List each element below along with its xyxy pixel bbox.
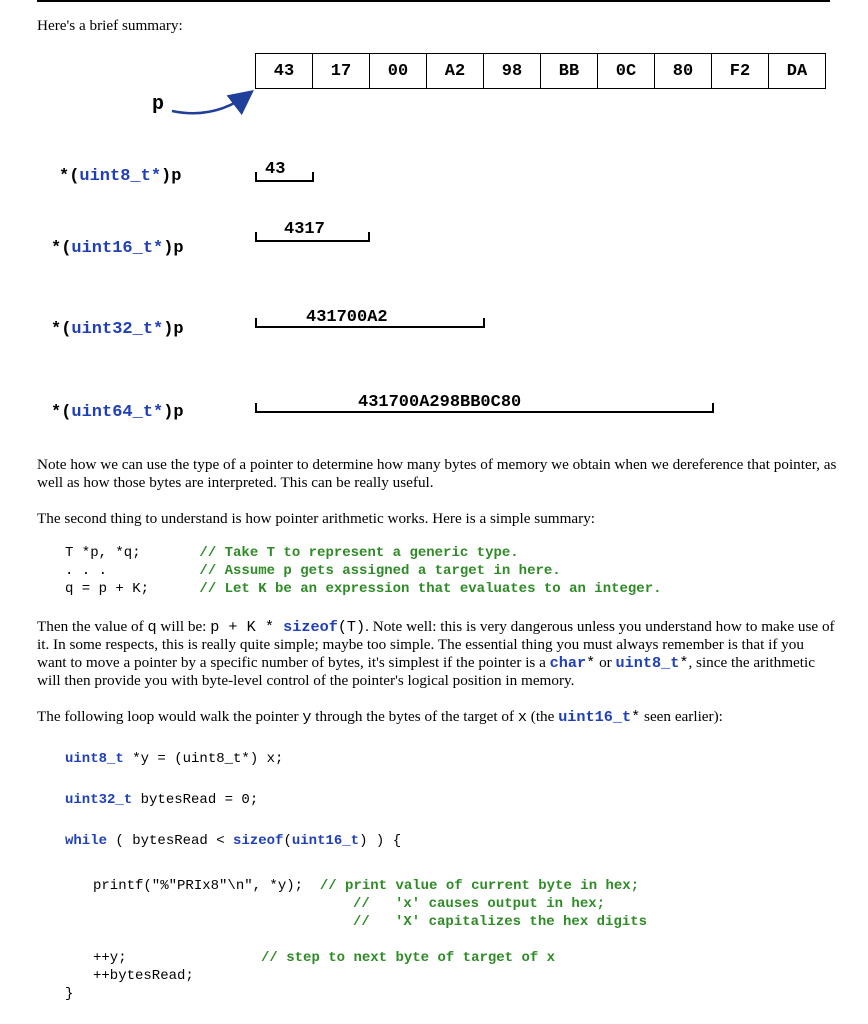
- memory-byte: 00: [370, 54, 427, 89]
- memory-byte: 17: [313, 54, 370, 89]
- loop-code-line: ++y; // step to next byte of target of x: [93, 950, 556, 966]
- memory-byte: A2: [427, 54, 484, 89]
- deref-uint8-value: 43: [265, 160, 286, 179]
- loop-paragraph: The following loop would walk the pointer y through the bytes of the target of x (the uint16_t* seen earlier):: [37, 708, 723, 726]
- deref-uint16-label: *(uint16_t*)p: [51, 239, 184, 258]
- arith-code-line: q = p + K; // Let K be an expression that evaluates to an integer.: [65, 581, 662, 597]
- deref-uint64-value: 431700A298BB0C80: [358, 393, 522, 412]
- loop-code-line: printf("%"PRIx8"\n", *y); // print value of current byte in hex;: [93, 878, 640, 894]
- memory-byte: 98: [484, 54, 541, 89]
- pointer-label: p: [152, 93, 165, 116]
- deref-uint8-label: *(uint8_t*)p: [59, 167, 182, 186]
- loop-code-line: }: [65, 986, 74, 1002]
- memory-byte: 80: [655, 54, 712, 89]
- note-paragraph: Note how we can use the type of a pointer to determine how many bytes of memory we obtain when we dereference that pointer, as well as how those bytes are interpreted. This can be really useful.: [37, 456, 837, 491]
- deref-uint16-value: 4317: [284, 220, 325, 239]
- loop-code-line: ++bytesRead;: [93, 968, 194, 984]
- loop-code-line: while ( bytesRead < sizeof(uint16_t) ) {: [65, 833, 402, 849]
- memory-byte: DA: [769, 54, 826, 89]
- loop-code-line: // 'X' capitalizes the hex digits: [353, 914, 648, 930]
- diagram-lines: [0, 0, 868, 440]
- pointer-arrow-icon: [172, 93, 250, 113]
- loop-code-line: uint8_t *y = (uint8_t*) x;: [65, 751, 284, 767]
- memory-byte: BB: [541, 54, 598, 89]
- deref-uint64-label: *(uint64_t*)p: [51, 403, 184, 422]
- deref-uint32-label: *(uint32_t*)p: [51, 320, 184, 339]
- loop-code-line: // 'x' causes output in hex;: [353, 896, 606, 912]
- then-paragraph: Then the value of q will be: p + K * sizeof(T). Note well: this is very dangerous unless you understand how to make use of it. In some respects, this is really quite simple; maybe too simple. The essential thing you must always remember is that if you want to move a pointer by a specific number of bytes, it's simplest if the pointer is a char* or uint8_t*, since the arithmetic will then provide you with byte-level control of the pointer's logical position in memory.: [37, 618, 835, 689]
- memory-byte: F2: [712, 54, 769, 89]
- arith-code-line: . . . // Assume p gets assigned a target in here.: [65, 563, 561, 579]
- memory-byte: 43: [256, 54, 313, 89]
- second-paragraph: The second thing to understand is how pointer arithmetic works. Here is a simple summary:: [37, 510, 596, 527]
- memory-byte: 0C: [598, 54, 655, 89]
- loop-code-line: uint32_t bytesRead = 0;: [65, 792, 259, 808]
- intro-text: Here's a brief summary:: [37, 17, 183, 34]
- arith-code-line: T *p, *q; // Take T to represent a generic type.: [65, 545, 519, 561]
- deref-uint32-value: 431700A2: [306, 308, 388, 327]
